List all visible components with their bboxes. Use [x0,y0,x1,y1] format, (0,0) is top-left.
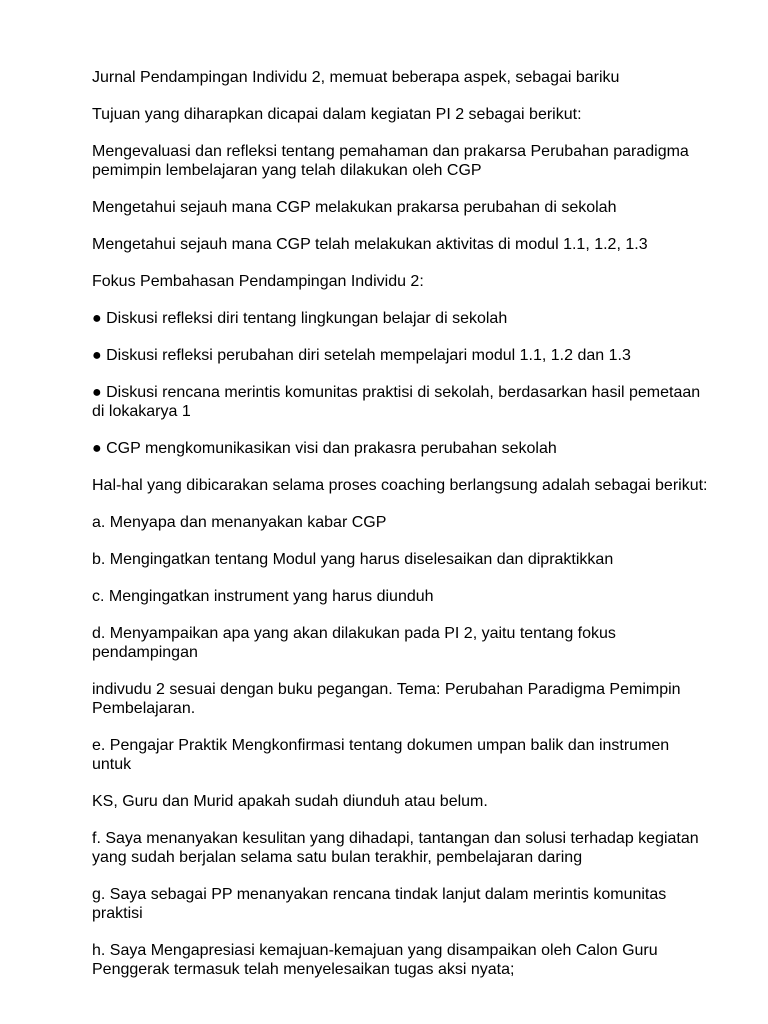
focus-bullet-item: ● CGP mengkomunikasikan visi dan prakasra perubahan sekolah [92,440,557,457]
discussion-item: b. Mengingatkan tentang Modul yang harus diselesaikan dan dipraktikkan [92,551,614,568]
goal-item: Mengetahui sejauh mana CGP telah melakukan aktivitas di modul 1.1, 1.2, 1.3 [92,236,648,253]
goals-heading: Tujuan yang diharapkan dicapai dalam kegiatan PI 2 sebagai berikut: [92,106,582,123]
focus-bullet-item: ● Diskusi refleksi perubahan diri setelah mempelajari modul 1.1, 1.2 dan 1.3 [92,347,631,364]
discussion-item: d. Menyampaikan apa yang akan dilakukan pada PI 2, yaitu tentang fokus pendampingan [92,625,616,661]
focus-bullet-item: ● Diskusi refleksi diri tentang lingkungan belajar di sekolah [92,310,508,327]
discussion-item: c. Mengingatkan instrument yang harus diunduh [92,588,434,605]
discussion-item-continuation: KS, Guru dan Murid apakah sudah diunduh atau belum. [92,793,488,810]
discussion-item: f. Saya menanyakan kesulitan yang dihadapi, tantangan dan solusi terhadap kegiatan yang sudah berjalan selama satu bulan terakhir, pembelajaran daring [92,830,699,866]
discussion-item: g. Saya sebagai PP menanyakan rencana tindak lanjut dalam merintis komunitas praktisi [92,886,667,922]
goal-item: Mengevaluasi dan refleksi tentang pemahaman dan prakarsa Perubahan paradigma pemimpin lembelajaran yang telah dilakukan oleh CGP [92,143,689,179]
discussion-item: e. Pengajar Praktik Mengkonfirmasi tentang dokumen umpan balik dan instrumen untuk [92,737,670,773]
discussion-item-continuation: indivudu 2 sesuai dengan buku pegangan. Tema: Perubahan Paradigma Pemimpin Pembelajaran. [92,681,681,717]
discussion-item: h. Saya Mengapresiasi kemajuan-kemajuan yang disampaikan oleh Calon Guru Penggerak termasuk telah menyelesaikan tugas aksi nyata; [92,942,658,978]
discussion-item: a. Menyapa dan menanyakan kabar CGP [92,514,387,531]
intro-line: Jurnal Pendampingan Individu 2, memuat beberapa aspek, sebagai bariku [92,69,620,86]
focus-bullet-item: ● Diskusi rencana merintis komunitas praktisi di sekolah, berdasarkan hasil pemetaan di lokakarya 1 [92,384,701,420]
discussion-heading: Hal-hal yang dibicarakan selama proses coaching berlangsung adalah sebagai berikut: [92,477,708,494]
document-body [92,68,712,997]
focus-heading: Fokus Pembahasan Pendampingan Individu 2: [92,273,424,290]
goal-item: Mengetahui sejauh mana CGP melakukan prakarsa perubahan di sekolah [92,199,617,216]
